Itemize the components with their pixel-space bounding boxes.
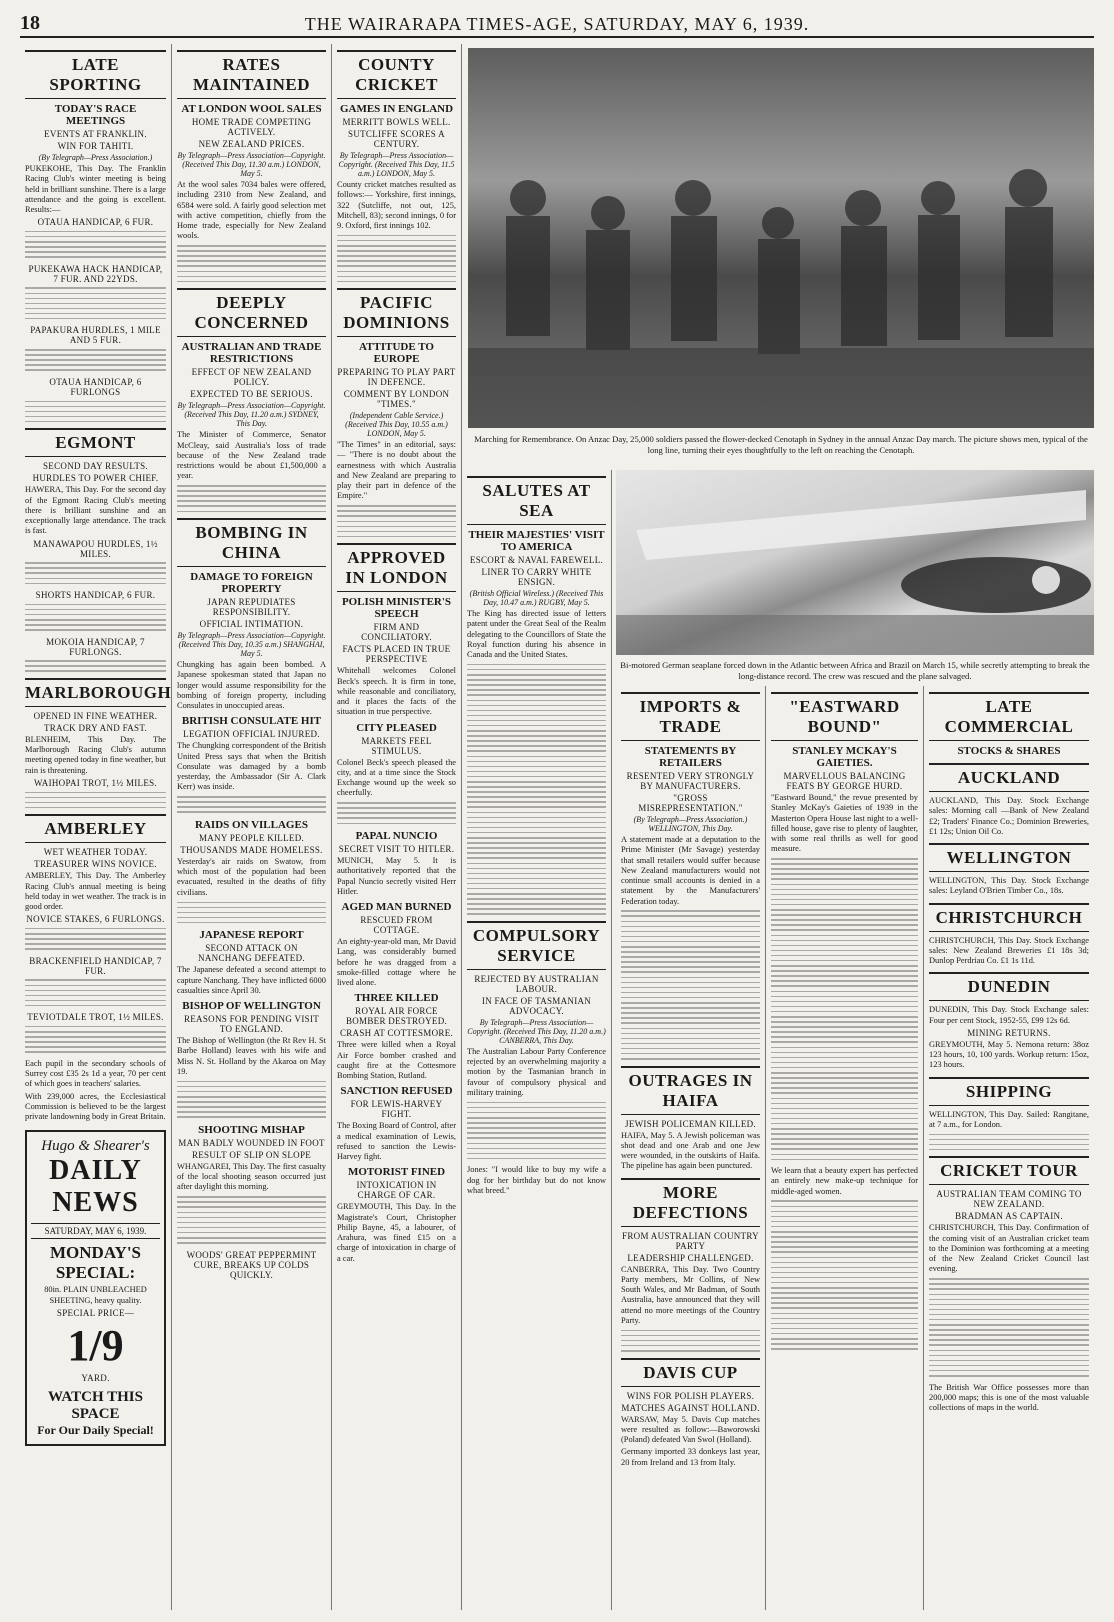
headline: PACIFIC DOMINIONS (337, 288, 456, 337)
article-body: WELLINGTON, This Day. Sailed: Rangitane, at 7 a.m., for London. (929, 1109, 1089, 1129)
article-body: At the wool sales 7034 bales were offered, including 2310 from New Zealand, and 6584 were sold. A fairly good selection met with active competition, chiefly from the Home trade, especially for New Zealand wools. (177, 180, 326, 241)
article-body: The Japanese defeated a second attempt to capture Nanchang. They have inflicted 6000 casualties since April 30. (177, 965, 326, 995)
subhead: HOME TRADE COMPETING ACTIVELY. (191, 117, 312, 137)
article-body: WHANGAREI, This Day. The first casualty of the local shooting season occurred just after daylight this morning. (177, 1161, 326, 1192)
advertisement (25, 1130, 166, 1446)
headline: RATES MAINTAINED (177, 50, 326, 99)
subhead: CRASH AT COTTESMORE. (339, 1028, 454, 1039)
headline: "EASTWARD BOUND" (771, 692, 918, 741)
headline: APPROVED IN LONDON (337, 543, 456, 592)
ad-price: 1/9 (67, 1320, 124, 1370)
text-lines (467, 1102, 606, 1160)
headline: DEEPLY CONCERNED (177, 288, 326, 337)
subhead: MARKETS FEEL STIMULUS. (361, 735, 432, 756)
subhead: JAPANESE REPORT (199, 929, 304, 942)
headline: OUTRAGES IN HAIFA (621, 1066, 760, 1115)
race-title: WAIHOPAI TROT, 1½ MILES. (33, 777, 158, 788)
headline: SHIPPING (929, 1077, 1089, 1106)
article-body: PUKEKOHE, This Day. The Franklin Racing Club's winter meeting is being held in brilliant sunshine. There is a large attendance and the going is excellent. Results:— (25, 164, 166, 214)
article-body: "The Times" in an editorial, says:— "There is no doubt about the earnestness with which Australia and New Zealand are preparing to play their part in defence of the Empire." (337, 440, 456, 501)
article-body: Whitehall welcomes Colonel Beck's speech. It is firm in tone, while reasonable and conciliatory, and it places the facts of the situation in true perspective. (337, 666, 456, 717)
article-body: "Eastward Bound," the revue presented by Stanley McKay's Gaieties of 1939 in the Masterton Opera House last night to a well-filled house, gave rise to plenty of laughter, with some real thrills as well for good measure. (771, 793, 918, 854)
subhead: LEADERSHIP CHALLENGED. (627, 1252, 754, 1263)
article-body: HAIFA, May 5. A Jewish policeman was shot dead and one Arab and one Jew were wounded, in the outskirts of Haifa. The pipeline has again been punctured. (621, 1130, 760, 1171)
article-body: A statement made at a deputation to the Prime Minister (Mr Savage) yesterday that small retailers would suffer because New Zealand manufacturers would not continue small accounts is denied in a statement by the Manufacturers' Federation today. (621, 835, 760, 906)
dateline: (Independent Cable Service.) (Received This Day, 10.55 a.m.) LONDON, May 5. (345, 411, 448, 439)
subhead: LINER TO CARRY WHITE ENSIGN. (481, 567, 592, 587)
column-eastward-bound (766, 686, 924, 1610)
race-title: OTAUA HANDICAP, 6 FURLONGS (49, 376, 142, 397)
text-lines (621, 1330, 760, 1352)
text-lines (621, 910, 760, 1059)
column-county-cricket (332, 44, 462, 1610)
photo-silhouettes (468, 48, 1094, 428)
text-lines (25, 287, 166, 319)
ad-date: SATURDAY, MAY 6, 1939. (31, 1223, 160, 1239)
photo-seaplane (616, 470, 1094, 655)
headline: DUNEDIN (929, 972, 1089, 1001)
text-lines (337, 802, 456, 824)
text-lines (177, 796, 326, 813)
subhead: JEWISH POLICEMAN KILLED. (625, 1118, 756, 1129)
headline: AMBERLEY (25, 814, 166, 843)
text-lines (177, 902, 326, 924)
subhead: TREASURER WINS NOVICE. (34, 859, 157, 870)
dateline: By Telegraph—Press Association—Copyright. (Received This Day, 10.35 a.m.) SHANGHAI, May 5. (177, 631, 326, 659)
subhead: MANY PEOPLE KILLED. (198, 832, 305, 843)
subhead: NEW ZEALAND PRICES. (198, 139, 305, 149)
subhead: MOTORIST FINED (347, 1166, 446, 1179)
text-lines (25, 792, 166, 809)
headline: BOMBING IN CHINA (177, 518, 326, 567)
subhead: ESCORT & NAVAL FAREWELL. (469, 555, 604, 565)
text-lines (177, 1081, 326, 1118)
subhead: MINING RETURNS. (967, 1027, 1051, 1038)
text-lines (337, 235, 456, 282)
subhead: JAPAN REPUDIATES RESPONSIBILITY. (207, 597, 296, 618)
dateline: (By Telegraph—Press Association.) WELLINGTON, This Day. (633, 815, 748, 833)
subhead: SANCTION REFUSED (340, 1085, 453, 1098)
headline: MORE DEFECTIONS (621, 1178, 760, 1227)
dateline: By Telegraph—Press Association—Copyright. (Received This Day, 11.5 a.m.) LONDON, May 5. (338, 151, 455, 178)
article-body: The Chungking correspondent of the British United Press says that when the British Consulate was damaged by a bomb yesterday, the Ambassador (Sir A. Clark Kerr) was inside. (177, 741, 326, 792)
subhead: INTOXICATION IN CHARGE OF CAR. (356, 1180, 437, 1201)
article-body: The British War Office possesses more than 200,000 maps; this is one of the most valuable collections of maps in the world. (929, 1382, 1089, 1412)
subhead: TRACK DRY AND FAST. (43, 722, 148, 733)
subhead: THREE KILLED (354, 992, 439, 1005)
subhead: THEIR MAJESTIES' VISIT TO AMERICA (468, 529, 605, 553)
dateline: By Telegraph—Press Association—Copyright. (Received This Day, 11.20 a.m.) CANBERRA, This Day. (467, 1017, 606, 1045)
column-late-commercial (924, 686, 1094, 1610)
ad-watch: WATCH THIS SPACE (48, 1388, 143, 1422)
headline: LATE COMMERCIAL (929, 692, 1089, 741)
article-body: Each pupil in the secondary schools of Surrey cost £35 2s 1d a year, 70 per cent of which goes in teachers' salaries. (25, 1058, 166, 1089)
subhead: WET WEATHER TODAY. (43, 847, 148, 858)
text-lines (771, 1200, 918, 1349)
text-lines (337, 505, 456, 537)
subhead: BRITISH CONSULATE HIT (181, 715, 322, 728)
dateline: (By Telegraph—Press Association.) (38, 153, 153, 162)
race-title: BRACKENFIELD HANDICAP, 7 FUR. (29, 955, 162, 976)
subhead: BRADMAN AS CAPTAIN. (955, 1211, 1063, 1222)
column-late-sporting (20, 44, 172, 1610)
race-title: PAPAKURA HURDLES, 1 MILE AND 5 FUR. (30, 325, 161, 346)
subhead: PREPARING TO PLAY PART IN DEFENCE. (337, 367, 456, 388)
subhead: RAIDS ON VILLAGES (195, 818, 308, 831)
race-title: OTAUA HANDICAP, 6 FUR. (37, 217, 154, 228)
article-body: The Bishop of Wellington (the Rt Rev H. St Barbe Holland) leaves with his wife and Miss N. St. Holland by the Akaroa on May 19. (177, 1036, 326, 1076)
article-body: WELLINGTON, This Day. Stock Exchange sales: Leyland O'Brien Timber Co., 18s. (929, 876, 1089, 896)
race-title: PUKEKAWA HACK HANDICAP, 7 FUR. AND 22YDS. (28, 263, 163, 284)
article-body: WARSAW, May 5. Davis Cup matches were resulted as follow:—Baworowski (Poland) defeated Van Swol (Holland). (621, 1414, 760, 1445)
subhead: MERRITT BOWLS WELL. (342, 117, 451, 127)
text-lines (177, 1196, 326, 1243)
text-lines (25, 562, 166, 584)
text-lines (25, 979, 166, 1006)
headline: EGMONT (25, 428, 166, 457)
text-lines (25, 231, 166, 258)
ad-item: 80in. PLAIN UNBLEACHED SHEETING, heavy quality. (44, 1285, 147, 1305)
headline: COUNTY CRICKET (337, 50, 456, 99)
column-rates-maintained (172, 44, 332, 1610)
subhead: COMMENT BY LONDON "TIMES." (343, 389, 450, 410)
article-body: Chungking has again been bombed. A Japanese spokesman stated that Japan no longer would assume responsibility for the bombing of foreign property, including Consulates in unoccupied areas. (177, 660, 326, 711)
photo-anzac-march (468, 48, 1094, 428)
race-title: MOKOIA HANDICAP, 7 FURLONGS. (46, 636, 145, 657)
column-imports-trade (616, 686, 766, 1610)
text-lines (929, 1134, 1089, 1151)
subhead: SECOND ATTACK ON NANCHANG DEFEATED. (198, 943, 305, 964)
ad-daily-special: For Our Daily Special! (37, 1422, 154, 1437)
article-body: BLENHEIM, This Day. The Marlborough Racing Club's autumn meeting opened today in fine weather, but rain is threatening. (25, 734, 166, 775)
headline: DAVIS CUP (621, 1358, 760, 1387)
text-lines (177, 245, 326, 282)
race-title: TEVIOTDALE TROT, 1½ MILES. (27, 1012, 164, 1023)
subhead: EFFECT OF NEW ZEALAND POLICY. (191, 367, 312, 388)
headline: IMPORTS & TRADE (621, 692, 760, 741)
article-body: DUNEDIN, This Day. Stock Exchange sales: Four per cent Stock, 1952-55, £99 12s 6d. (929, 1005, 1089, 1025)
text-lines (25, 604, 166, 631)
article-body: CHRISTCHURCH, This Day. Stock Exchange sales: New Zealand Breweries £1 18s 3d; Dunlop Perdriau Co. £1 1s 11d. (929, 935, 1089, 965)
subhead: SECOND DAY RESULTS. (43, 461, 148, 472)
headline: CHRISTCHURCH (929, 903, 1089, 932)
subhead: PAPAL NUNCIO (355, 830, 438, 843)
text-lines (467, 664, 606, 915)
photo-caption: Marching for Remembrance. On Anzac Day, 25,000 soldiers passed the flower-decked Cenotaph in Sydney in the annual Anzac Day march. The picture shows men, typical of the long line, turning their eyes thoughtfully to the left on reaching the Cenotaph. (474, 434, 1088, 455)
article-body: CANBERRA, This Day. Two Country Party members, Mr Collins, of New South Wales, and Mr Badman, of South Australia, have announced that they will attend no more meetings of the Country Party. (621, 1264, 760, 1325)
subhead: ROYAL AIR FORCE BOMBER DESTROYED. (345, 1006, 448, 1027)
subhead: FOR LEWIS-HARVEY FIGHT. (350, 1099, 443, 1120)
subhead: BISHOP OF WELLINGTON (182, 1000, 321, 1013)
subhead: STATEMENTS BY RETAILERS (644, 745, 737, 769)
headline: SALUTES AT SEA (467, 476, 606, 525)
subhead: RESULT OF SLIP ON SLOPE (191, 1149, 312, 1160)
race-title: MANAWAPOU HURDLES, 1½ MILES. (33, 538, 158, 559)
subhead: DAMAGE TO FOREIGN PROPERTY (190, 571, 313, 596)
subhead: SUTCLIFFE SCORES A CENTURY. (348, 129, 445, 149)
subhead: POLISH MINISTER'S SPEECH (341, 596, 452, 621)
subhead: THOUSANDS MADE HOMELESS. (180, 844, 323, 855)
headline: AUCKLAND (929, 763, 1089, 792)
subhead: OFFICIAL INTIMATION. (199, 619, 304, 630)
race-title: NOVICE STAKES, 6 FURLONGS. (26, 914, 165, 925)
subhead: FACTS PLACED IN TRUE PERSPECTIVE (342, 644, 451, 665)
subhead: LEGATION OFFICIAL INJURED. (183, 729, 320, 740)
subhead: AUSTRALIAN TEAM COMING TO NEW ZEALAND. (936, 1189, 1082, 1210)
ad-mondays: MONDAY'S (50, 1243, 141, 1263)
article-body: HAWERA, This Day. For the second day of the Egmont Racing Club's meeting there is brilliant sunshine and an exceptionally large attendance. The track is fast. (25, 485, 166, 536)
subhead: TODAY'S RACE MEETINGS (54, 103, 137, 127)
headline: MARLBOROUGH (25, 678, 166, 707)
subhead: MATCHES AGAINST HOLLAND. (621, 1402, 760, 1413)
subhead: SECRET VISIT TO HITLER. (338, 844, 455, 855)
article-body: AMBERLEY, This Day. The Amberley Racing Club's annual meeting is being held today in wet weather. The track is in good order. (25, 871, 166, 912)
page-number: 18 (20, 12, 40, 34)
subhead: STOCKS & SHARES (957, 745, 1061, 757)
article-body: Jones: "I would like to buy my wife a dog for her birthday but do not know what breed." (467, 1165, 606, 1195)
subhead: EVENTS AT FRANKLIN. (44, 129, 147, 139)
article-body: AUCKLAND, This Day. Stock Exchange sales: Morning call —Bank of New Zealand £2; Traders' Finance Co.; Dominion Breweries, £1 12s; Union Oil Co. (929, 796, 1089, 836)
headline: COMPULSORY SERVICE (467, 921, 606, 970)
article-body: Colonel Beck's speech pleased the city, and at a time since the Stock Exchange wound up the week so cheerfully. (337, 757, 456, 798)
subhead: RESENTED VERY STRONGLY BY MANUFACTURERS. (626, 771, 755, 791)
article-body: Yesterday's air raids on Swatow, from which most of the population had been evacuated, resulted in the deaths of fifty civilians. (177, 856, 326, 897)
text-lines (25, 928, 166, 950)
article-body: The Australian Labour Party Conference rejected by an overwhelming majority a motion by the Tasmanian branch in favour of compulsory physical and military training. (467, 1046, 606, 1097)
subhead: WINS FOR POLISH PLAYERS. (626, 1390, 755, 1401)
ad-special-price: SPECIAL PRICE— (56, 1307, 135, 1318)
subhead: FIRM AND CONCILIATORY. (361, 622, 432, 643)
article-body: With 239,000 acres, the Ecclesiastical Commission is believed to be the largest private landowning body in Great Britain. (25, 1091, 166, 1122)
article-body: An eighty-year-old man, Mr David Lang, was considerably burned before he was dragged from a smoke-filled cottage where he lived alone. (337, 937, 456, 988)
article-body: GREYMOUTH, This Day. In the Magistrate's Court, Christopher Philip Bayne, 45, a labourer, of Arahura, was fined £15 on a charge of intoxication in charge of a car. (337, 1202, 456, 1263)
subhead: REJECTED BY AUSTRALIAN LABOUR. (474, 973, 599, 994)
ad-yard: YARD. (81, 1372, 110, 1383)
text-lines (25, 349, 166, 371)
subhead: AGED MAN BURNED (341, 901, 452, 914)
headline: LATE SPORTING (25, 50, 166, 99)
ad-brand: Hugo & Shearer's (41, 1138, 150, 1155)
race-title: SHORTS HANDICAP, 6 FUR. (35, 590, 156, 601)
subhead: SHOOTING MISHAP (198, 1123, 305, 1136)
advert-line: WOODS' GREAT PEPPERMINT CURE, BREAKS UP COLDS QUICKLY. (186, 1249, 317, 1280)
text-lines (25, 401, 166, 423)
article-body: CHRISTCHURCH, This Day. Confirmation of the coming visit of an Australian cricket team to the Dominion was forthcoming at a meeting of the New Zealand Cricket Council last evening. (929, 1223, 1089, 1274)
subhead: FROM AUSTRALIAN COUNTRY PARTY (622, 1230, 759, 1251)
subhead: AT LONDON WOOL SALES (181, 103, 322, 115)
subhead: STANLEY MCKAY'S GAIETIES. (792, 745, 897, 769)
headline: WELLINGTON (929, 843, 1089, 872)
subhead: "GROSS MISREPRESENTATION." (638, 793, 743, 813)
text-lines (25, 660, 166, 672)
article-body: GREYMOUTH, May 5. Nemona return: 38oz 123 hours, 10, 100 yards. Workup return: 15oz, 123 hours. (929, 1039, 1089, 1070)
masthead (20, 10, 1094, 38)
seaplane-shape (616, 470, 1094, 655)
article-body: We learn that a beauty expert has perfected an entirely new make-up technique for middle-aged women. (771, 1166, 918, 1196)
subhead: GAMES IN ENGLAND (339, 103, 454, 115)
subhead: HURDLES TO POWER CHIEF. (32, 473, 159, 484)
text-lines (25, 1026, 166, 1053)
subhead: MARVELLOUS BALANCING FEATS BY GEORGE HURD. (783, 771, 906, 791)
photo-caption: Bi-motored German seaplane forced down in the Atlantic between Africa and Brazil on March 15, while secretly attempting to break the long-distance record. The crew was rescued and the plane salvaged. (620, 660, 1090, 681)
subhead: EXPECTED TO BE SERIOUS. (190, 389, 313, 400)
dateline: By Telegraph—Press Association—Copyright. (Received This Day, 11.30 a.m.) LONDON, May 5. (177, 151, 326, 178)
subhead: REASONS FOR PENDING VISIT TO ENGLAND. (183, 1014, 320, 1035)
headline: CRICKET TOUR (929, 1156, 1089, 1185)
ad-title: DAILY NEWS (49, 1155, 142, 1219)
subhead: WIN FOR TAHITI. (57, 141, 134, 151)
subhead: ATTITUDE TO EUROPE (359, 341, 434, 366)
dateline: By Telegraph—Press Association—Copyright. (Received This Day, 11.20 a.m.) SYDNEY, This Day. (177, 401, 326, 429)
article-body: Germany imported 33 donkeys last year, 20 from Ireland and 13 from Italy. (621, 1447, 760, 1467)
subhead: CITY PLEASED (356, 721, 437, 734)
newspaper-title: THE WAIRARAPA TIMES-AGE, SATURDAY, MAY 6, 1939. (304, 14, 810, 34)
article-body: County cricket matches resulted as follows:— Yorkshire, first innings, 322 (Sutcliffe, not out, 125, Mitchell, 83); second innings, 0 for 9. Oxford, first innings 102. (337, 180, 456, 230)
text-lines (771, 858, 918, 1160)
article-body: The King has directed issue of letters patent under the Great Seal of the Realm delegating to the Councillors of State the Royal function during his absence in Canada and the United States. (467, 609, 606, 659)
subhead: AUSTRALIAN AND TRADE RESTRICTIONS (181, 341, 322, 366)
text-lines (177, 485, 326, 512)
subhead: OPENED IN FINE WEATHER. (33, 710, 158, 721)
article-body: The Minister of Commerce, Senator McCleay, said Australia's loss of trade because of the New Zealand trade restrictions would be about £1,500,000 a year. (177, 430, 326, 481)
ad-special: SPECIAL: (55, 1263, 136, 1283)
subhead: RESCUED FROM COTTAGE. (360, 915, 433, 936)
article-body: Three were killed when a Royal Air Force bomber crashed and caught fire at the Cottesmore Bombing Station, Rutland. (337, 1040, 456, 1081)
article-body: The Boxing Board of Control, after a medical examination of Lewis, refused to sanction the Lewis-Harvey fight. (337, 1121, 456, 1162)
article-body: MUNICH, May 5. It is authoritatively reported that the Papal Nuncio secretly visited Herr Hitler. (337, 856, 456, 896)
subhead: IN FACE OF TASMANIAN ADVOCACY. (481, 995, 592, 1016)
dateline: (British Official Wireless.) (Received This Day, 10.47 a.m.) RUGBY, May 5. (469, 589, 604, 607)
column-salutes-at-sea (462, 470, 612, 1610)
text-lines (929, 1278, 1089, 1376)
subhead: MAN BADLY WOUNDED IN FOOT (178, 1137, 325, 1148)
